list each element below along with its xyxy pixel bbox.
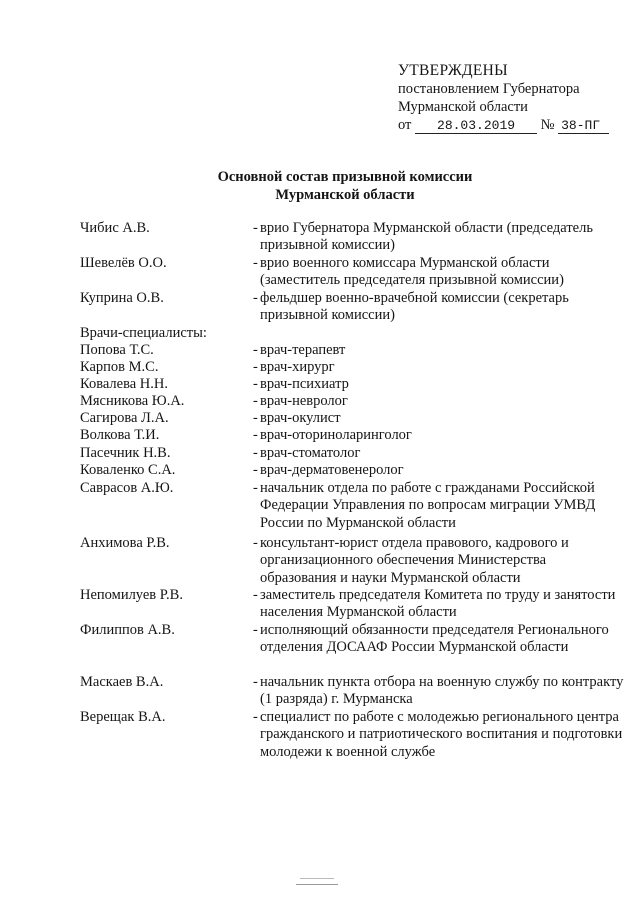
member-role: специалист по работе с молодежью регионального центра гражданского и патриотического воспитания и подготовки молодежи к военной службе [260, 709, 623, 760]
member-role: врач-окулист [260, 410, 341, 426]
member-role: фельдшер военно-врачебной комиссии (секретарь призывной комиссии) [260, 290, 569, 324]
member-name: Карпов М.С. [80, 359, 159, 375]
approval-block [398, 62, 609, 134]
dash: - [253, 535, 258, 551]
dash: - [253, 674, 258, 690]
dash: - [253, 622, 258, 638]
member-name: Филиппов А.В. [80, 622, 175, 638]
dash: - [253, 376, 258, 392]
member-name: Коваленко С.А. [80, 462, 176, 478]
member-name: Шевелёв О.О. [80, 255, 167, 271]
approval-date: 28.03.2019 [415, 118, 537, 134]
member-role: врач-психиатр [260, 376, 349, 392]
dash: - [253, 410, 258, 426]
dash: - [253, 342, 258, 358]
member-name: Верещак В.А. [80, 709, 166, 725]
dash: - [253, 220, 258, 236]
member-name: Саврасов А.Ю. [80, 480, 174, 496]
member-role: врач-терапевт [260, 342, 346, 358]
member-name: Волкова Т.И. [80, 427, 160, 443]
member-role: врач-дерматовенеролог [260, 462, 404, 478]
member-name: Чибис А.В. [80, 220, 150, 236]
dash: - [253, 255, 258, 271]
member-role: консультант-юрист отдела правового, кадрового и организационного обеспечения Министерства образования и науки Мурманской области [260, 535, 569, 586]
member-role: врач-хирург [260, 359, 335, 375]
dash: - [253, 427, 258, 443]
dash: - [253, 290, 258, 306]
member-name: Пасечник Н.В. [80, 445, 171, 461]
approval-number: 38-ПГ [558, 118, 609, 134]
dash: - [253, 480, 258, 496]
approval-date-line [398, 116, 609, 134]
member-role: врач-стоматолог [260, 445, 361, 461]
member-name: Маскаев В.А. [80, 674, 164, 690]
specialists-heading: Врачи-специалисты: [80, 325, 207, 341]
scan-mark [296, 884, 338, 885]
approval-heading: УТВЕРЖДЕНЫ [398, 62, 508, 79]
date-prefix: от [398, 117, 412, 133]
member-role: начальник отдела по работе с гражданами Российской Федерации Управления по вопросам миграции УМВД России по Мурманской области [260, 480, 596, 531]
member-role: исполняющий обязанности председателя Регионального отделения ДОСААФ России Мурманской области [260, 622, 609, 656]
dash: - [253, 462, 258, 478]
member-name: Мясникова Ю.А. [80, 393, 185, 409]
member-role: заместитель председателя Комитета по труду и занятости населения Мурманской области [260, 587, 616, 621]
document-title [0, 168, 640, 204]
dash: - [253, 393, 258, 409]
member-name: Ковалева Н.Н. [80, 376, 168, 392]
member-role: врач-оториноларинголог [260, 427, 412, 443]
member-name: Куприна О.В. [80, 290, 164, 306]
dash: - [253, 587, 258, 603]
member-name: Непомилуев Р.В. [80, 587, 183, 603]
member-name: Попова Т.С. [80, 342, 154, 358]
number-prefix: № [540, 117, 555, 133]
member-name: Анхимова Р.В. [80, 535, 170, 551]
member-role: врио Губернатора Мурманской области (председатель призывной комиссии) [260, 220, 593, 254]
dash: - [253, 359, 258, 375]
dash: - [253, 445, 258, 461]
approval-line-2: Мурманской области [398, 99, 528, 115]
member-role: врач-невролог [260, 393, 348, 409]
member-name: Сагирова Л.А. [80, 410, 169, 426]
dash: - [253, 709, 258, 725]
scan-mark [300, 878, 334, 879]
title-line-2: Мурманской области [275, 187, 415, 203]
title-line-1: Основной состав призывной комиссии [217, 169, 473, 185]
approval-line-1: постановлением Губернатора [398, 81, 580, 97]
member-role: начальник пункта отбора на военную службу по контракту (1 разряда) г. Мурманска [260, 674, 624, 708]
member-role: врио военного комиссара Мурманской области (заместитель председателя призывной комиссии) [260, 255, 564, 289]
